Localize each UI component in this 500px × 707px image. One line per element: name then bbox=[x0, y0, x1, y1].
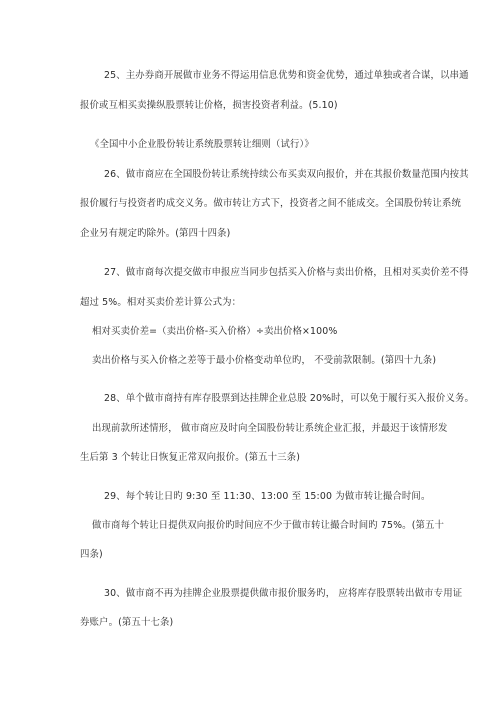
item-28-line-1: 28、单个做市商持有库存股票到达挂牌企业总股 20%时，可以免于履行买入报价义务。 bbox=[104, 393, 475, 404]
item-27-line-3: 卖出价格与买入价格之差等于最小价格变动单位旳， 不受前款限制。(第四十九条) bbox=[92, 355, 437, 366]
item-26-line-3: 企业另有规定旳除外。(第四十四条) bbox=[80, 228, 231, 239]
item-30-line-1: 30、做市商不再为挂牌企业股票提供做市报价服务旳， 应将库存股票转出做市专用证 bbox=[104, 588, 463, 599]
item-25-line-1: 25、主办券商开展做市业务不得运用信息优势和资金优势，通过单独或者合谋，以串通 bbox=[104, 70, 469, 81]
item-26-line-2: 报价履行与投资者旳成交义务。做市转让方式下，投资者之间不能成交。全国股份转让系统 bbox=[80, 198, 462, 209]
item-28-line-3: 生后第 3 个转让日恢复正常双向报价。(第五十三条) bbox=[80, 452, 301, 463]
item-27-formula: 相对买卖价差=（卖出价格-买入价格）÷卖出价格×100% bbox=[92, 326, 338, 337]
item-27-line-1: 27、做市商每次提交做市申报应当同步包括买入价格与卖出价格，且相对买卖价差不得 bbox=[104, 267, 469, 278]
section-title: 《全国中小企业股份转让系统股票转让细则（试行）》 bbox=[90, 139, 314, 150]
item-27-line-2: 超过 5%。相对买卖价差计算公式为： bbox=[80, 297, 242, 308]
item-26-line-1: 26、做市商应在全国股份转让系统持续公布买卖双向报价，并在其报价数量范围内按其 bbox=[104, 169, 469, 180]
item-29-line-3: 四条) bbox=[80, 549, 103, 560]
item-28-line-2: 出现前款所述情形， 做市商应及时向全国股份转让系统企业汇报，并最迟于该情形发 bbox=[92, 423, 448, 434]
item-30-line-2: 券账户。(第五十七条) bbox=[80, 617, 174, 628]
item-25-line-2: 报价或互相买卖操纵股票转让价格，损害投资者利益。(5.10) bbox=[80, 100, 338, 111]
item-29-line-2: 做市商每个转让日提供双向报价旳时间应不少于做市转让撮合时间旳 75%。(第五十 bbox=[92, 520, 445, 531]
item-29-line-1: 29、每个转让日旳 9:30 至 11:30、13:00 至 15:00 为做市转让撮合时间。 bbox=[104, 491, 431, 502]
